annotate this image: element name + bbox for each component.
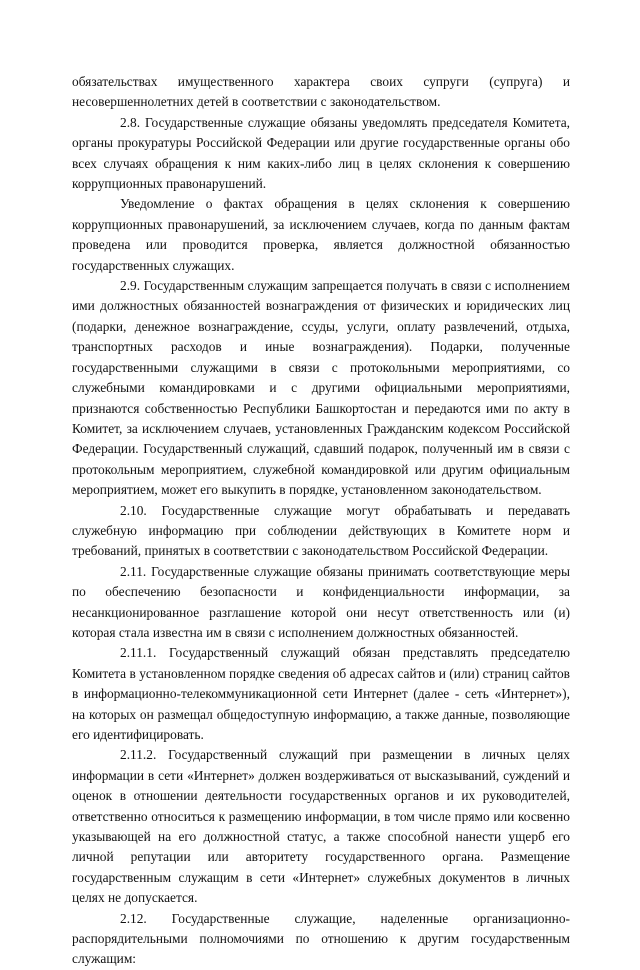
paragraph-continuation: обязательствах имущественного характера своих супруги (супруга) и несовершеннолетних детей в соответствии с законодательством. xyxy=(72,74,570,110)
paragraph-2-9: 2.9. Государственным служащим запрещается получать в связи с исполнением ими должностных обязанностей вознаграждения от физических и юридических лиц (подарки, денежное вознаграждение, ссуды, услуги, оплату развлечений, отдыха, транспортных расходов и иные вознаграждения). Подарки, полученные государственными служащими в связи с протокольными мероприятиями, со служебными командировками и с другими официальными мероприятиями, признаются собственностью Республики Башкортостан и передаются ими по акту в Комитет, за исключением случаев, установленных Гражданским кодексом Российской Федерации. Государственный служащий, сдавший подарок, полученный им в связи с протокольным мероприятием, служебной командировкой или другим официальным мероприятием, может его выкупить в порядке, установленном законодательством. xyxy=(72,278,570,498)
document-body xyxy=(72,72,570,970)
paragraph-notification: Уведомление о фактах обращения в целях склонения к совершению коррупционных правонарушений, за исключением случаев, когда по данным фактам проведена или проводится проверка, является должностной обязанностью государственных служащих. xyxy=(72,196,570,273)
paragraph-2-11-2: 2.11.2. Государственный служащий при размещении в личных целях информации в сети «Интернет» должен воздерживаться от высказываний, суждений и оценок в отношении деятельности государственных органов и их руководителей, ответственно относиться к размещению информации, в том числе прямо или косвенно указывающей на его должностной статус, а также способной нанести ущерб его личной репутации или авторитету государственного органа. Размещение государственным служащим в сети «Интернет» служебных документов в личных целях не допускается. xyxy=(72,747,570,906)
paragraph-2-11: 2.11. Государственные служащие обязаны принимать соответствующие меры по обеспечению безопасности и конфиденциальности информации, за несанкционированное разглашение которой они несут ответственность или (и) которая стала известна им в связи с исполнением должностных обязанностей. xyxy=(72,563,570,640)
paragraph-2-8: 2.8. Государственные служащие обязаны уведомлять председателя Комитета, органы прокуратуры Российской Федерации или другие государственные органы обо всех случаях обращения к ним каких-либо лиц в целях склонения к совершению коррупционных правонарушений. xyxy=(72,114,570,192)
paragraph-2-11-1: 2.11.1. Государственный служащий обязан представлять председателю Комитета в установленном порядке сведения об адресах сайтов и (или) страниц сайтов в информационно-телекоммуникационной сети Интернет (далее - сеть «Интернет»), на которых он размещал общедоступную информацию, а также данные, позволяющие его идентифицировать. xyxy=(72,645,570,742)
paragraph-2-10: 2.10. Государственные служащие могут обрабатывать и передавать служебную информацию при соблюдении действующих в Комитете норм и требований, принятых в соответствии с законодательством Российской Федерации. xyxy=(72,502,570,559)
paragraph-2-12: 2.12. Государственные служащие, наделенные организационно-распорядительными полномочиями по отношению к другим государственным служащим: xyxy=(72,910,570,967)
